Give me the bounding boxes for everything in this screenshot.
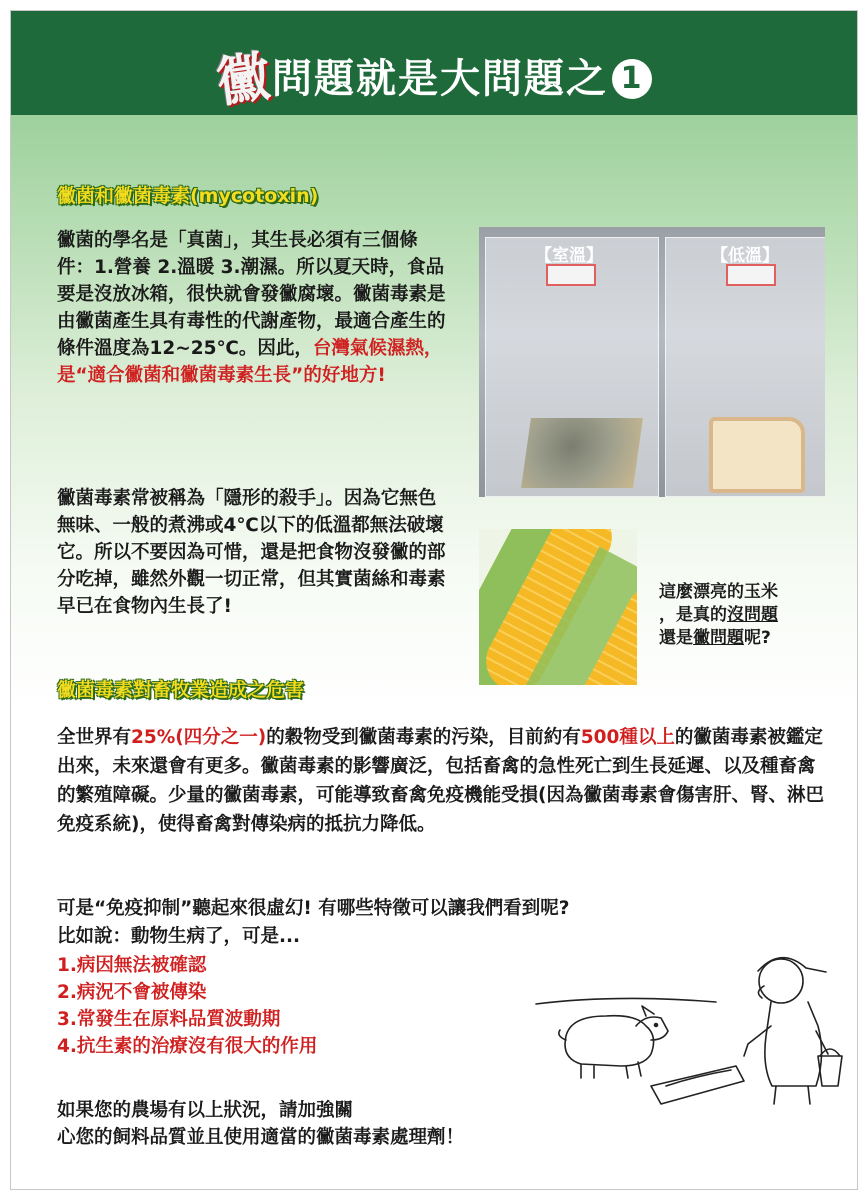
bag-tag [726,264,776,286]
bag-label-room-temp: 【室溫】 [535,246,603,266]
page-title [11,37,857,114]
bag-label-low-temp: 【低溫】 [711,246,779,266]
corn-caption [659,581,778,650]
bag-tag [546,264,596,286]
section1-p1-text: 黴菌的學名是「真菌」，其生長必須有三個條件：1.營養 2.溫暖 3.潮濕。所以夏天時，食品要是沒放冰箱，很快就會發黴腐壞。黴菌毒素是由黴菌產生具有毒性的代謝產物，最適合產生的條件溫度為12~25℃。因此， [57,230,446,359]
section2-paragraph [57,723,827,839]
section2-text: 的黴菌毒素被鑑定出來，未來還會有更多。黴菌毒素的影響廣泛，包括畜禽的急性死亡到生長延遲、以及種畜禽的繁殖障礙。少量的黴菌毒素，可能導致畜禽免疫機能受損(因為黴菌毒素會傷害肝、腎、淋巴免疫系統)，使得畜禽對傳染病的抵抗力降低。 [57,727,824,835]
section1-heading: 黴菌和黴菌毒素(mycotoxin) [57,185,319,207]
number-badge: 1 [612,59,652,99]
corn-caption-underlined: 沒問題 [727,605,778,625]
corn-caption-underlined: 黴問題 [693,628,744,648]
header-banner [11,11,857,115]
corn-caption-text: 呢? [744,628,771,648]
room-temp-bag [485,237,659,497]
question-line2: 比如說：動物生病了，可是... [57,926,301,947]
moldy-bread [521,418,643,488]
corn-caption-line3 [659,627,778,650]
page-frame [10,10,858,1190]
corn-caption-line1: 這麼漂亮的玉米 [659,582,778,602]
farmer-pig-cartoon [526,936,846,1106]
mold-skull-logo: 黴 [212,44,277,115]
section2-highlight-500: 500種以上 [580,727,675,748]
fresh-bread [709,417,805,493]
question-line1: 可是“免疫抑制”聽起來很虛幻! 有哪些特徵可以讓我們看到呢? [57,898,570,919]
corn-caption-text: 還是 [659,628,693,648]
corn-caption-text: ，是真的 [659,605,727,625]
section2-text: 的穀物受到黴菌毒素的污染，目前約有 [266,727,581,748]
corn-caption-line2 [659,604,778,627]
corn-photo [479,529,637,685]
symptom-item: 3.常發生在原料品質波動期 [57,1009,281,1030]
symptom-list [57,952,517,1060]
section1-p1-highlight: 台灣氣候濕熱，是“適合黴菌和黴菌毒素生長”的好地方! [57,338,443,386]
bread-bags-photo [479,227,825,497]
section2-heading: 黴菌毒素對畜牧業造成之危害 [57,679,305,701]
closing-line1: 如果您的農場有以上狀況，請加強關 [57,1100,354,1121]
symptom-item: 1.病因無法被確認 [57,955,207,976]
symptom-item: 2.病況不會被傳染 [57,982,207,1003]
closing-line2: 心您的飼料品質並且使用適當的黴菌毒素處理劑！ [57,1127,465,1148]
section2-text: 全世界有 [57,727,132,748]
symptom-item: 4.抗生素的治療沒有很大的作用 [57,1036,318,1057]
section2-highlight-25pct: 25%(四分之一) [131,727,267,748]
title-text: 問題就是大問題之 [272,56,608,102]
section1-paragraph2: 黴菌毒素常被稱為「隱形的殺手」。因為它無色無味、一般的煮沸或4℃以下的低溫都無法破壞它。所以不要因為可惜，還是把食物沒發黴的部分吃掉，雖然外觀一切正常，但其實菌絲和毒素早已在食物內生長了! [57,488,446,617]
section1-paragraph1 [57,227,449,389]
